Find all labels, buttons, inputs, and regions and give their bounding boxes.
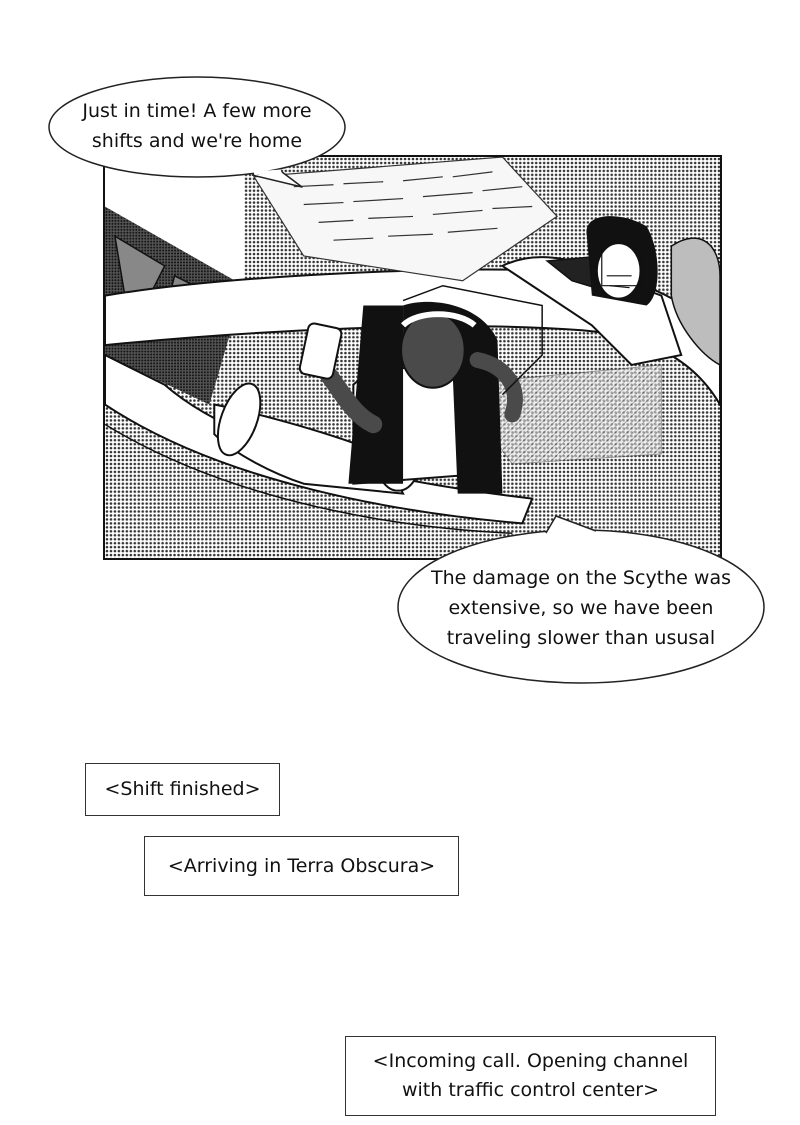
comic-panel bbox=[103, 155, 722, 560]
cockpit-illustration bbox=[105, 157, 720, 558]
speech-balloon-bottom bbox=[396, 515, 766, 685]
caption-arriving: <Arriving in Terra Obscura> bbox=[144, 836, 459, 896]
balloon-top-text: Just in time! A few more shifts and we're home bbox=[82, 100, 312, 152]
caption-incoming-call: <Incoming call. Opening channel with traffic control center> bbox=[345, 1036, 716, 1116]
speech-balloon-top bbox=[47, 76, 347, 188]
caption-shift-finished: <Shift finished> bbox=[85, 763, 280, 816]
balloon-bottom-text: The damage on the Scythe was extensive, so we have been traveling slower than ususal bbox=[430, 567, 731, 649]
